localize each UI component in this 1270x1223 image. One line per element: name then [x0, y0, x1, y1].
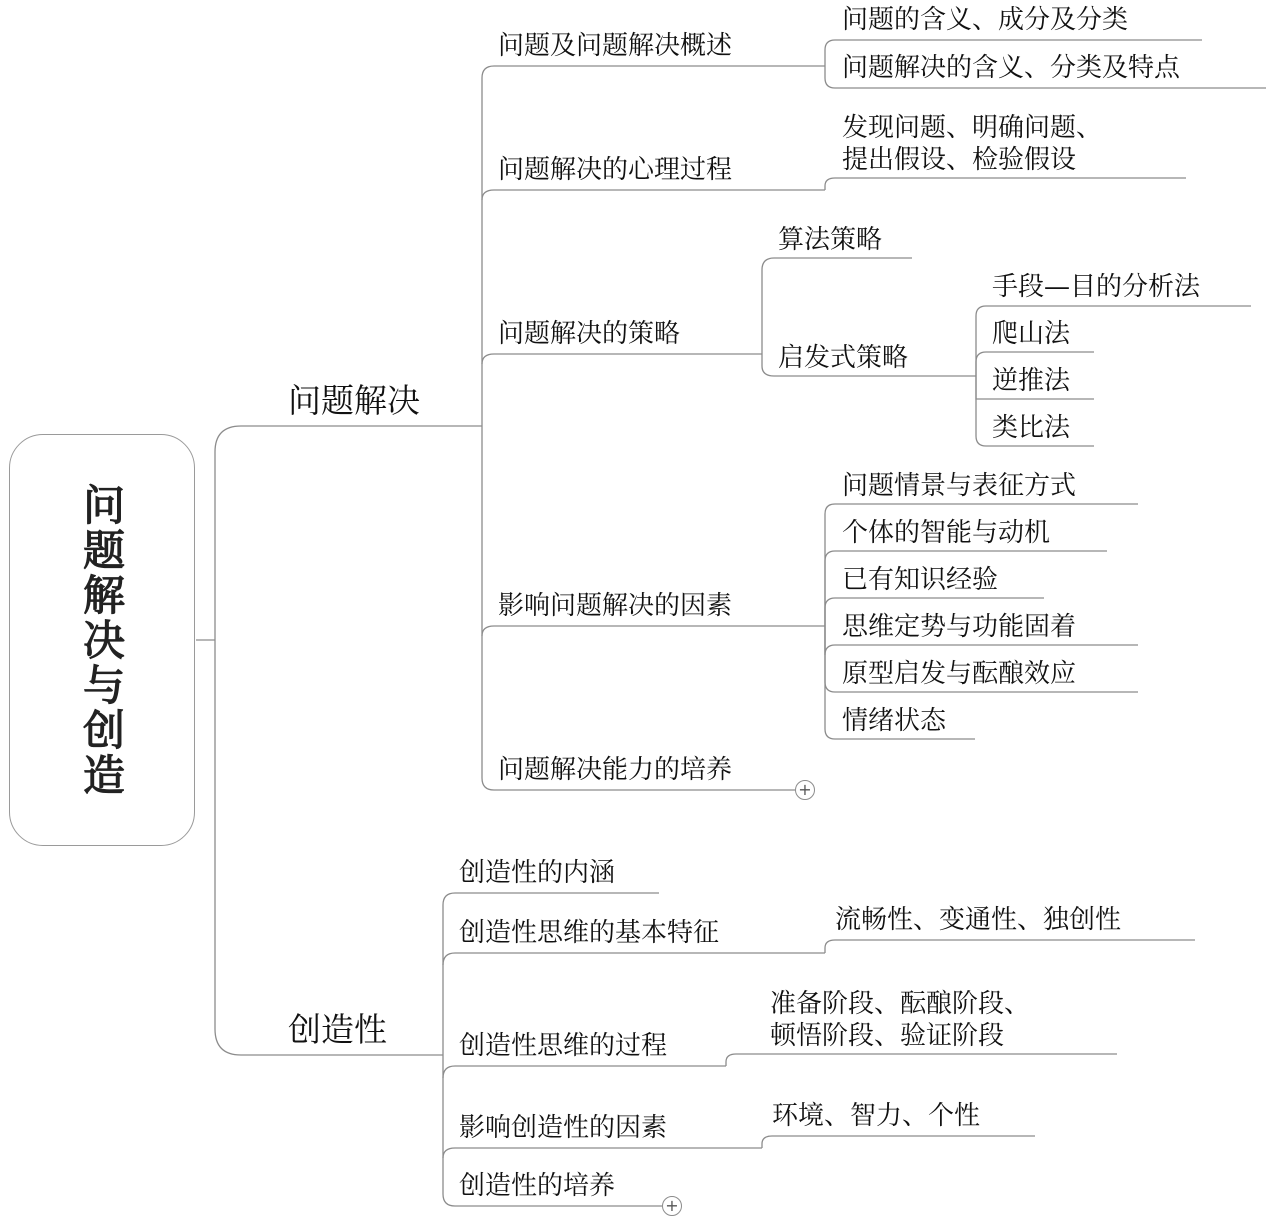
leaf-features[interactable]: 流畅性、变通性、独创性	[835, 905, 1122, 935]
node-heuristic[interactable]: 启发式策略	[778, 343, 909, 373]
node-creativity-meaning[interactable]: 创造性的内涵	[459, 858, 616, 888]
leaf-process-steps-line1: 发现问题、明确问题、	[842, 113, 1103, 143]
link-creativity-process	[443, 1066, 726, 1078]
link-cprocess-child	[726, 1054, 1117, 1066]
leaf-hill-climbing[interactable]: 爬山法	[992, 319, 1071, 349]
leaf-analogy[interactable]: 类比法	[992, 413, 1071, 443]
link-root-problem	[215, 426, 482, 640]
node-algorithm[interactable]: 算法策略	[778, 225, 883, 255]
link-creativity-factors	[443, 1148, 762, 1158]
node-creativity-cultivation[interactable]: 创造性的培养	[459, 1171, 616, 1201]
node-overview[interactable]: 问题及问题解决概述	[498, 31, 733, 61]
link-problem-strategy	[482, 354, 762, 364]
branch-creativity[interactable]: 创造性	[288, 1010, 387, 1049]
link-creativity-spine	[443, 893, 659, 905]
node-creativity-features[interactable]: 创造性思维的基本特征	[459, 918, 720, 948]
leaf-creativity-stages-line2: 顿悟阶段、验证阶段	[770, 1021, 1005, 1051]
branch-problem-solving[interactable]: 问题解决	[288, 381, 420, 420]
leaf-process-steps[interactable]	[842, 112, 1102, 176]
link-creativity-features	[443, 953, 825, 965]
leaf-factor-6[interactable]: 情绪状态	[842, 706, 947, 736]
leaf-process-steps-line2: 提出假设、检验假设	[842, 145, 1077, 175]
node-creativity-factors[interactable]: 影响创造性的因素	[459, 1113, 668, 1143]
node-mental-process[interactable]: 问题解决的心理过程	[498, 155, 733, 185]
link-root-creativity	[215, 640, 443, 1055]
link-cfactors-child	[762, 1136, 1035, 1148]
root-title: 问题解决与创造	[77, 482, 126, 798]
expand-ability-button[interactable]: +	[795, 780, 815, 800]
node-strategy[interactable]: 问题解决的策略	[498, 319, 681, 349]
leaf-factor-3[interactable]: 已有知识经验	[842, 565, 999, 595]
expand-cultivation-button[interactable]: +	[662, 1196, 682, 1216]
leaf-factor-1[interactable]: 问题情景与表征方式	[842, 471, 1077, 501]
leaf-problem-meaning[interactable]: 问题的含义、成分及分类	[842, 5, 1129, 35]
link-problem-spine	[482, 66, 825, 78]
node-factors[interactable]: 影响问题解决的因素	[498, 591, 733, 621]
leaf-backward[interactable]: 逆推法	[992, 366, 1071, 396]
node-creativity-process[interactable]: 创造性思维的过程	[459, 1031, 668, 1061]
link-process-child	[825, 178, 1186, 190]
leaf-factor-5[interactable]: 原型启发与酝酿效应	[842, 659, 1077, 689]
link-problem-process	[482, 190, 825, 200]
root-node[interactable]	[9, 434, 195, 846]
node-ability[interactable]: 问题解决能力的培养	[498, 755, 733, 785]
leaf-solving-meaning[interactable]: 问题解决的含义、分类及特点	[842, 53, 1181, 83]
leaf-creativity-stages-line1: 准备阶段、酝酿阶段、	[770, 989, 1031, 1019]
leaf-creativity-factors[interactable]: 环境、智力、个性	[772, 1101, 981, 1131]
leaf-factor-2[interactable]: 个体的智能与动机	[842, 518, 1051, 548]
leaf-means-end[interactable]: 手段—目的分析法	[992, 272, 1201, 302]
leaf-creativity-stages[interactable]	[770, 988, 1030, 1052]
link-problem-factors	[482, 626, 825, 636]
link-strategy-stem	[762, 258, 912, 354]
leaf-factor-4[interactable]: 思维定势与功能固着	[842, 612, 1077, 642]
link-features-child	[825, 940, 1195, 953]
